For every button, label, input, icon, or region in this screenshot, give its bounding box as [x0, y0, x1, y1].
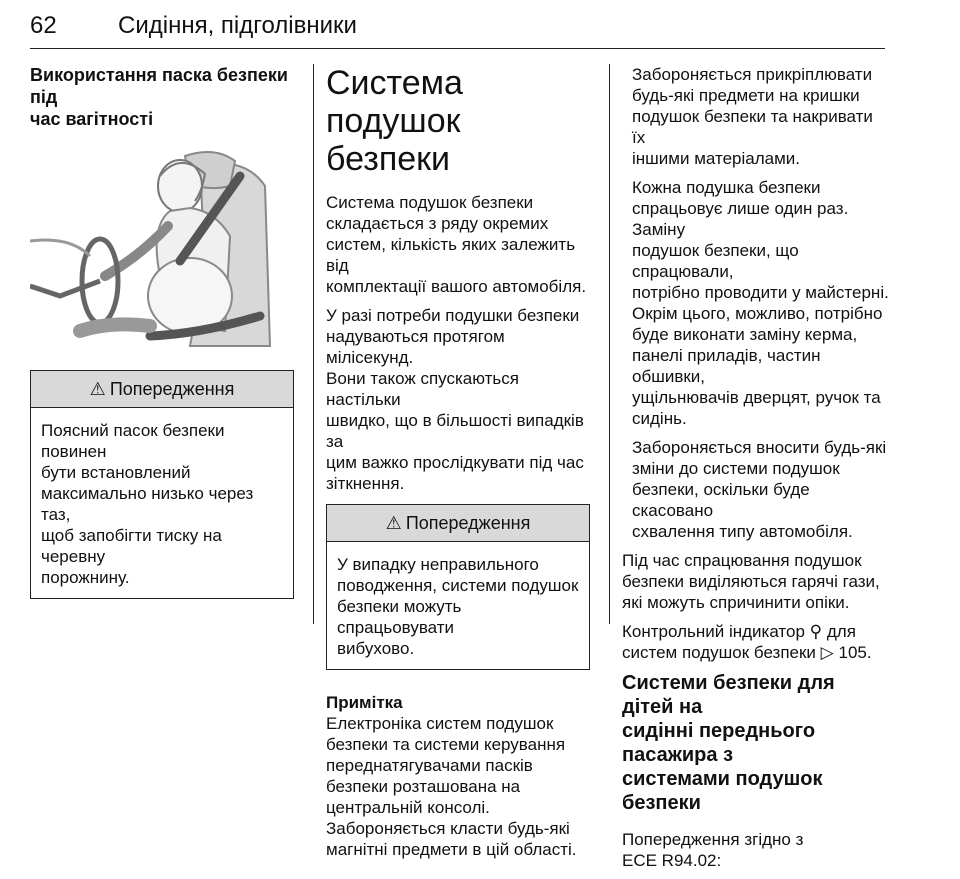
column-divider [313, 64, 314, 624]
section-subtitle: Використання паска безпеки під час вагітності [30, 65, 288, 129]
warning-header: ⚠ Попередження [31, 371, 293, 408]
warning-triangle-icon: ⚠ [89, 379, 106, 399]
warning-text: Поясний пасок безпеки повинен бути встановлений максимально низько через таз, щоб запобігти тиску на черевну порожнину. [41, 421, 254, 587]
paragraph: Система подушок безпеки складається з ряду окремих систем, кількість яких залежить від комплектації вашого автомобіля. [326, 193, 587, 296]
warning-triangle-icon: ⚠ [385, 513, 402, 533]
page-header [30, 12, 930, 52]
paragraph: Забороняється вносити будь-які зміни до системи подушок безпеки, оскільки буде скасовано схвалення типу автомобіля. [632, 438, 887, 541]
note-block [326, 692, 594, 860]
paragraph: Кожна подушка безпеки спрацьовує лише один раз. Заміну подушок безпеки, що спрацювали, потрібно проводити у майстерні. Окрім цього, можливо, потрібно буде виконати заміну керма, панелі приладів, частин обшивки, ущільнювачів дверцят, ручок та сидінь. [632, 178, 889, 428]
page-number: 62 [30, 12, 57, 39]
note-title: Примітка [326, 693, 403, 712]
section-title: Система подушок безпеки [326, 64, 463, 178]
warning-box [326, 504, 590, 670]
paragraph: Контрольний індикатор ⚲ для систем подушок безпеки ▷ 105. [622, 622, 872, 662]
section-heading: Системи безпеки для дітей на сидінні переднього пасажира з системами подушок безпеки [622, 672, 835, 814]
column-middle [326, 64, 594, 860]
paragraph: Забороняється прикріплювати будь-які предмети на кришки подушок безпеки та накривати їх іншими матеріалами. [632, 65, 873, 168]
warning-header: ⚠ Попередження [327, 505, 589, 542]
column-divider [609, 64, 610, 624]
cross-reference-arrow-icon: ▷ [820, 643, 834, 662]
header-rule [30, 48, 885, 49]
airbag-indicator-icon: ⚲ [809, 622, 823, 641]
paragraph: У разі потреби подушки безпеки надуваються протягом мілісекунд. Вони також спускаються настільки швидко, що в більшості випадків за цим важко прослідкувати під час зіткнення. [326, 306, 584, 493]
pregnant-seatbelt-illustration [30, 146, 294, 354]
column-right [622, 64, 890, 879]
note-text: Електроніка систем подушок безпеки та системи керування переднатягувачами пасків безпеки розташована на центральній консолі. Забороняється класти будь-які магнітні предмети в цій області. [326, 714, 577, 859]
chapter-title: Сидіння, підголівники [118, 12, 357, 39]
paragraph: Під час спрацювання подушок безпеки виділяються гарячі гази, які можуть спричинити опіки. [622, 551, 880, 612]
warning-box [30, 370, 294, 599]
paragraph: Попередження згідно з ECE R94.02: [622, 830, 804, 870]
warning-text: У випадку неправильного поводження, системи подушок безпеки можуть спрацьовувати вибухово. [337, 555, 579, 658]
column-left [30, 64, 300, 599]
